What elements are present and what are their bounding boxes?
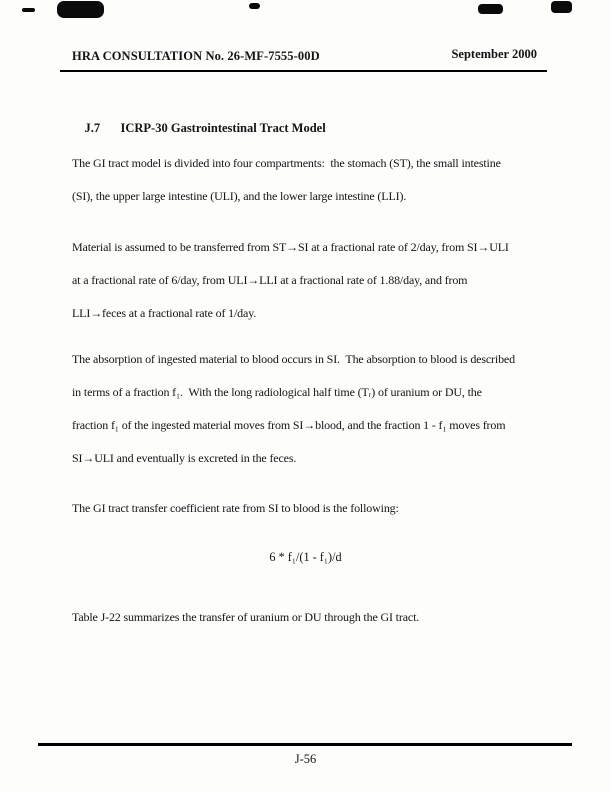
text-line: Material is assumed to be transferred from ST→SI at a fractional rate of 2/day, from SI→ULI: [72, 240, 509, 254]
text-line: SI→ULI and eventually is excreted in the feces.: [72, 451, 297, 465]
section-title: ICRP-30 Gastrointestinal Tract Model: [120, 121, 326, 135]
text-line: (SI), the upper large intestine (ULI), and the lower large intestine (LLI).: [72, 189, 407, 203]
text-line: The GI tract transfer coefficient rate from SI to blood is the following:: [72, 501, 399, 515]
text-line: in terms of a fraction f₁. With the long radiological half time (Tᵣ) of uranium or DU, the: [72, 385, 482, 399]
section-number: J.7: [84, 121, 101, 135]
scan-artifact: [22, 8, 35, 12]
paragraph-gi-compartments: [72, 147, 501, 213]
text-line: The absorption of ingested material to blood occurs in SI. The absorption to blood is described: [72, 352, 515, 366]
text-line: Table J-22 summarizes the transfer of uranium or DU through the GI tract.: [72, 610, 420, 624]
paragraph-table-reference: [72, 601, 419, 634]
transfer-coefficient-formula: 6 * f₁/(1 - f₁)/d: [269, 550, 342, 564]
text-line: fraction f₁ of the ingested material moves from SI→blood, and the fraction 1 - f₁ moves from: [72, 418, 506, 432]
footer-rule: [38, 743, 572, 746]
page-number: J-56: [294, 752, 317, 766]
paragraph-absorption: [72, 343, 515, 475]
section-heading: [72, 106, 326, 151]
header-document-id: HRA CONSULTATION No. 26-MF-7555-00D: [72, 49, 320, 63]
paragraph-transfer-rates: [72, 231, 509, 330]
text-line: LLI→feces at a fractional rate of 1/day.: [72, 306, 257, 320]
header-rule: [60, 70, 547, 72]
scan-artifact: [551, 1, 572, 13]
scan-artifact: [478, 4, 503, 14]
scan-artifact: [249, 3, 260, 9]
text-line: at a fractional rate of 6/day, from ULI→LLI at a fractional rate of 1.88/day, and from: [72, 273, 468, 287]
text-line: The GI tract model is divided into four compartments: the stomach (ST), the small intestine: [72, 156, 501, 170]
paragraph-transfer-coefficient-intro: [72, 492, 399, 525]
scan-artifact: [57, 1, 104, 18]
header-date: September 2000: [451, 47, 537, 61]
